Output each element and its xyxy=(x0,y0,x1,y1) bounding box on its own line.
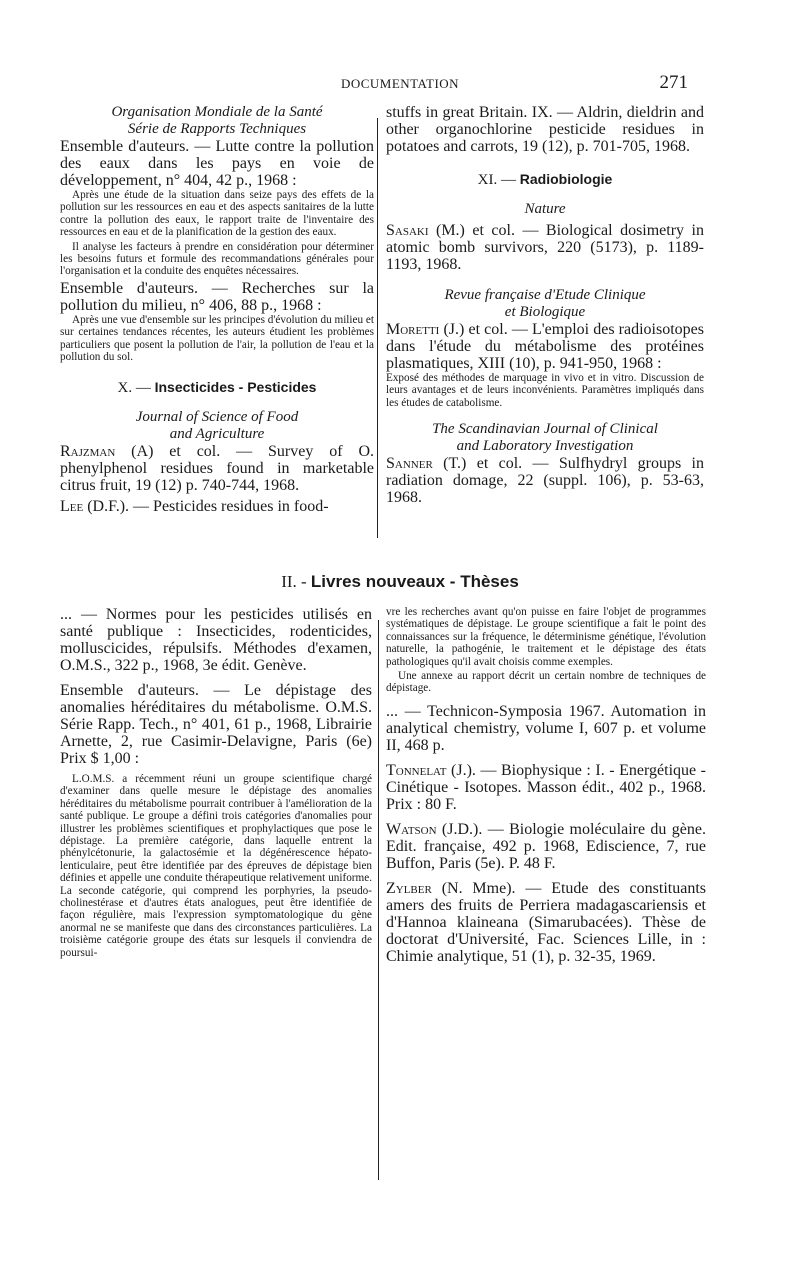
author-name: Moretti xyxy=(386,321,440,338)
bibliographic-entry: Ensemble d'auteurs. — Lutte contre la pollution des eaux dans les pays en voie de développement, n° 404, 42 p., 1968 : xyxy=(60,138,374,189)
journal-title: The Scandinavian Journal of Clinical and Laboratory Investigation xyxy=(432,421,658,455)
journal-title: Revue française d'Etude Clinique et Biologique xyxy=(444,287,646,320)
bibliographic-entry: Moretti (J.) et col. — L'emploi des radioisotopes dans l'étude du métabolisme des protéines plasmatiques, XIII (10), p. 941-950, 1968 : xyxy=(386,321,704,372)
author-name: Zylber xyxy=(386,879,432,897)
bibliographic-entry: ... — Normes pour les pesticides utilisés en santé publique : Insecticides, rodenticides, molluscicides, répulsifs. Méthodes d'examen, O.M.S., 322 p., 1968, 3e édit. Genève. xyxy=(60,606,372,674)
column-3 xyxy=(60,606,372,961)
column-2 xyxy=(386,104,704,506)
column-1 xyxy=(60,104,374,515)
column-divider xyxy=(377,118,378,538)
journal-title: Organisation Mondiale de la Santé Série de Rapports Techniques xyxy=(111,104,323,137)
bibliographic-entry: Rajzman (A) et col. — Survey of O. phenylphenol residues found in marketable citrus fruit, 19 (12) p. 740-744, 1968. xyxy=(60,443,374,495)
author-name: Rajzman xyxy=(60,443,116,461)
section-heading: XI. — Radiobiologie xyxy=(477,171,613,188)
author-name: Sasaki xyxy=(386,222,429,239)
entry-abstract: Après une vue d'ensemble sur les principes d'évolution du milieu et sur certaines tendances récentes, les auteurs étudient les problèmes particuliers que posent la pollution de l'air, la pollution de l'eau et la pollution du sol. xyxy=(60,313,374,364)
journal-title: Nature xyxy=(524,201,566,217)
bibliographic-entry: Tonnelat (J.). — Biophysique : I. - Energétique - Cinétique - Isotopes. Masson édit., 402 p., 1968. Prix : 80 F. xyxy=(386,761,706,813)
author-name: Watson xyxy=(386,820,437,838)
author-name: Tonnelat xyxy=(386,761,447,779)
bibliographic-entry: Sasaki (M.) et col. — Biological dosimetry in atomic bomb survivors, 220 (5173), p. 1189-1193, 1968. xyxy=(386,222,704,273)
entry-abstract: Après une étude de la situation dans seize pays des effets de la pollution sur les ressources en eau et des aspects sanitaires de la lutte contre la pollution des eaux, le rapport traite de l'inventaire des ressources en eau et de la planification de la gestion des eaux. xyxy=(60,189,374,239)
bibliographic-entry: Lee (D.F.). — Pesticides residues in food- xyxy=(60,498,329,516)
entry-abstract-continued: vre les recherches avant qu'on puisse en faire l'objet de programmes systématiques de dépistage. Le groupe scientifique a fait le point des connaissances sur la fréquence, le déterminisme génétique, l'évolution naturelle, la pathogénie, le traitement et le dépistage des états pathologiques qu'il avait choisis comme exemples. xyxy=(386,606,706,668)
entry-abstract: L.O.M.S. a récemment réuni un groupe scientifique chargé d'examiner dans quelle mesure le dépistage des anomalies héréditaires du métabolisme pourrait contribuer à l'amélioration de la santé publique. Le groupe a défini trois catégories d'anomalies pour illustrer les problèmes scientifiques et prophylactiques que pose le dépistage. La première catégorie, dans laquelle entrent la phénylcétonurie, la galactosémie et la dégénérescence hépato-lenticulaire, peut être identifiée par des épreuves de dépistage bien définies et appelle une conduite thérapeutique relativement uniforme. La seconde catégorie, qui comprend les porphyries, la pseudo-cholinestérase et d'autres états analogues, peut être identifiée de façon régulière, mais l'expression symptomatologique du gène anormal ne se manifeste que dans des circonstances particulières. La troisième catégorie groupe des états sur lesquels il conviendra de poursui- xyxy=(60,773,372,959)
section-heading-livres: II. - Livres nouveaux - Thèses xyxy=(281,572,519,591)
author-name: Lee xyxy=(60,498,84,516)
entry-abstract: Il analyse les facteurs à prendre en considération pour déterminer les besoins futurs et formule des recommandations générales pour l'organisation et la conduite des enquêtes nécessaires. xyxy=(60,240,374,278)
bibliographic-entry: Ensemble d'auteurs. — Le dépistage des anomalies héréditaires du métabolisme. O.M.S. Série Rapp. Tech., n° 401, 61 p., 1968, Librairie Arnette, 2, rue Casimir-Delavigne, Paris (6e) Prix $ 1,00 : xyxy=(60,682,372,767)
bibliographic-entry: Ensemble d'auteurs. — Recherches sur la pollution du milieu, n° 406, 88 p., 1968 : xyxy=(60,279,374,314)
bibliographic-entry: Watson (J.D.). — Biologie moléculaire du gène. Edit. française, 492 p. 1968, Ediscience, 7, rue Buffon, Paris (5e). P. 48 F. xyxy=(386,820,706,872)
bibliographic-entry-continued: stuffs in great Britain. IX. — Aldrin, dieldrin and other organochlorine pesticide residues in potatoes and carrots, 19 (12), p. 701-705, 1968. xyxy=(386,104,704,155)
entry-abstract: Exposé des méthodes de marquage in vivo et in vitro. Discussion de leurs avantages et de leurs inconvénients. Paramètres impliqués dans les études de catabolisme. xyxy=(386,372,704,409)
bibliographic-entry: Sanner (T.) et col. — Sulfhydryl groups in radiation domage, 22 (suppl. 106), p. 53-63, 1968. xyxy=(386,455,704,507)
bibliographic-entry: ... — Technicon-Symposia 1967. Automation in analytical chemistry, volume I, 607 p. et volume II, 468 p. xyxy=(386,702,706,754)
running-title: DOCUMENTATION xyxy=(340,76,460,91)
author-name: Sanner xyxy=(386,455,433,473)
column-4 xyxy=(386,606,706,965)
entry-abstract: Une annexe au rapport décrit un certain nombre de techniques de dépistage. xyxy=(386,670,706,695)
column-divider xyxy=(378,620,379,1180)
bibliographic-entry: Zylber (N. Mme). — Etude des constituants amers des fruits de Perriera madagascariensis et d'Hannoa klaineana (Simarubacées). Thèse de doctorat d'Université, Fac. Sciences Lille, in : Chimie analytique, 51 (1), p. 32-35, 1969. xyxy=(386,879,706,965)
journal-title: Journal of Science of Food and Agriculture xyxy=(135,409,299,443)
page-header xyxy=(0,72,800,96)
page-number: 271 xyxy=(659,72,688,93)
section-heading: X. — Insecticides - Pesticides xyxy=(117,379,317,397)
